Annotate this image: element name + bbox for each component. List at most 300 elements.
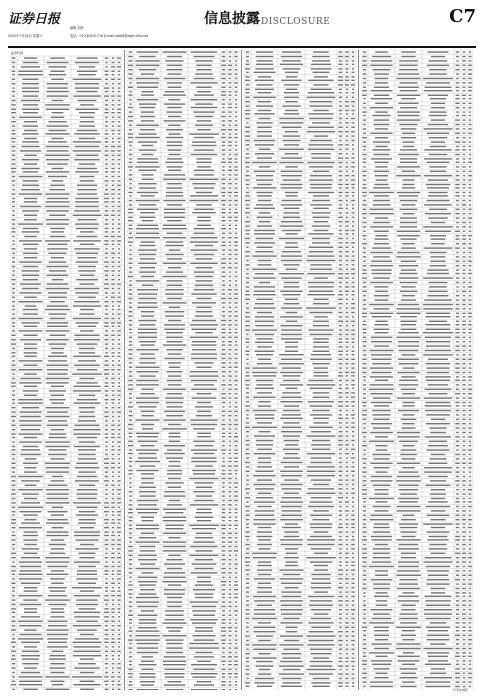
table-cell-text xyxy=(76,514,98,515)
table-cell-text xyxy=(104,365,109,366)
table-cell-text xyxy=(346,282,349,283)
table-cell-text xyxy=(462,618,465,619)
table-cell-text xyxy=(47,326,68,327)
table-cell-text xyxy=(128,276,133,277)
table-cell-text xyxy=(11,557,15,558)
table-cell-text xyxy=(74,531,100,532)
table-cell-text xyxy=(455,209,459,210)
table-cell-text xyxy=(426,506,450,507)
table-cell-text xyxy=(469,103,472,104)
table-cell-text xyxy=(45,599,70,600)
table-cell-text xyxy=(424,247,453,248)
table-cell-text xyxy=(463,627,466,628)
table-cell-text xyxy=(12,91,16,92)
table-cell-text xyxy=(12,275,15,276)
table-cell-text xyxy=(128,384,133,385)
table-cell-text xyxy=(463,489,465,490)
table-cell-text xyxy=(351,457,355,458)
table-cell-text xyxy=(111,583,115,584)
table-cell-text xyxy=(75,539,98,540)
table-cell-text xyxy=(372,273,392,274)
table-cell-text xyxy=(281,329,301,330)
table-cell-text xyxy=(104,467,108,468)
table-cell-text xyxy=(167,568,182,569)
table-cell-text xyxy=(401,519,416,520)
table-cell-text xyxy=(45,676,69,677)
table-cell-text xyxy=(284,493,299,494)
table-cell-text xyxy=(163,419,185,420)
table-cell-text xyxy=(372,316,392,317)
table-cell-text xyxy=(345,247,348,248)
table-cell-text xyxy=(111,130,114,131)
table-cell-text xyxy=(338,208,342,209)
table-cell-text xyxy=(112,266,115,267)
table-cell-text xyxy=(24,373,37,374)
table-cell-text xyxy=(78,420,96,421)
table-cell-text xyxy=(245,97,249,98)
table-cell-text xyxy=(370,107,393,108)
table-cell-text xyxy=(456,596,459,597)
table-cell-text xyxy=(402,243,414,244)
table-cell-text xyxy=(105,223,109,224)
table-cell-text xyxy=(339,605,343,606)
table-cell-text xyxy=(104,616,109,617)
table-cell-text xyxy=(462,480,466,481)
table-cell-text xyxy=(197,129,211,130)
table-cell-text xyxy=(222,520,225,521)
table-cell-text xyxy=(105,548,108,549)
table-cell-text xyxy=(129,465,132,466)
table-cell-text xyxy=(346,321,349,322)
table-cell-text xyxy=(105,390,109,391)
table-cell-text xyxy=(229,195,231,196)
table-cell-text xyxy=(118,223,121,224)
table-cell-text xyxy=(129,258,132,259)
table-cell-text xyxy=(363,231,365,232)
table-cell-text xyxy=(222,149,226,150)
table-cell-text xyxy=(425,664,451,665)
table-cell-text xyxy=(139,593,157,594)
table-cell-text xyxy=(283,264,299,265)
table-cell-text xyxy=(346,140,349,141)
table-cell-text xyxy=(166,652,183,653)
table-cell-text xyxy=(399,501,418,502)
table-cell-text xyxy=(369,622,394,623)
table-cell-text xyxy=(309,247,334,248)
table-cell-text xyxy=(105,185,107,186)
table-cell-text xyxy=(362,192,367,193)
table-cell-text xyxy=(234,137,238,138)
table-cell-text xyxy=(245,225,249,226)
table-cell-text xyxy=(397,397,420,398)
table-cell-text xyxy=(456,252,458,253)
table-cell-text xyxy=(118,493,121,494)
table-cell-text xyxy=(229,302,232,303)
table-cell-text xyxy=(363,397,366,398)
table-cell-text xyxy=(399,471,419,472)
table-cell-text xyxy=(21,231,39,232)
table-cell-text xyxy=(468,261,472,262)
table-cell-text xyxy=(229,125,231,126)
table-cell-text xyxy=(52,168,64,169)
table-cell-text xyxy=(259,166,271,167)
table-cell-text xyxy=(50,57,65,58)
table-cell-text xyxy=(285,101,297,102)
table-cell-text xyxy=(118,141,120,142)
table-cell-text xyxy=(245,230,250,231)
table-cell-text xyxy=(163,661,187,662)
table-cell-text xyxy=(285,444,298,445)
table-cell-text xyxy=(246,527,249,528)
table-cell-text xyxy=(105,62,107,63)
table-cell-text xyxy=(228,69,231,70)
table-cell-text xyxy=(456,570,460,571)
table-cell-text xyxy=(362,277,367,278)
table-cell-text xyxy=(286,388,298,389)
table-cell-text xyxy=(352,316,354,317)
table-cell-text xyxy=(229,487,231,488)
table-cell-text xyxy=(49,449,67,450)
table-cell-text xyxy=(401,128,417,129)
table-cell-text xyxy=(24,365,38,366)
table-cell-text xyxy=(222,217,225,218)
table-cell-text xyxy=(469,111,471,112)
table-cell-text xyxy=(12,257,14,258)
table-cell-text xyxy=(221,137,225,138)
table-cell-text xyxy=(455,501,459,502)
table-cell-text xyxy=(118,425,121,426)
table-cell-text xyxy=(221,525,226,526)
table-cell-text xyxy=(463,133,465,134)
table-cell-text xyxy=(118,399,120,400)
table-cell-text xyxy=(258,583,271,584)
table-cell-text xyxy=(456,238,460,239)
table-cell-text xyxy=(400,531,416,532)
table-cell-text xyxy=(12,360,15,361)
table-cell-text xyxy=(258,264,272,265)
table-cell-text xyxy=(135,137,160,138)
table-cell-text xyxy=(428,295,449,296)
table-cell-text xyxy=(469,256,472,257)
table-cell-text xyxy=(312,212,331,213)
table-cell-text xyxy=(22,185,39,186)
table-cell-text xyxy=(246,192,249,193)
table-cell-text xyxy=(370,480,392,481)
table-cell-text xyxy=(246,553,250,554)
table-cell-text xyxy=(228,375,232,376)
table-cell-text xyxy=(12,189,14,190)
table-cell-text xyxy=(398,600,419,601)
table-cell-text xyxy=(307,669,336,670)
table-cell-text xyxy=(351,427,355,428)
table-cell-text xyxy=(105,485,108,486)
table-cell-text xyxy=(229,362,231,363)
table-cell-text xyxy=(228,367,231,368)
table-cell-text xyxy=(228,183,231,184)
table-cell-text xyxy=(129,627,131,628)
table-cell-text xyxy=(257,422,272,423)
table-cell-text xyxy=(118,429,121,430)
table-cell-text xyxy=(235,329,237,330)
table-cell-text xyxy=(363,643,367,644)
table-cell-text xyxy=(469,686,471,687)
table-cell-text xyxy=(137,225,158,226)
table-cell-text xyxy=(48,642,67,643)
table-cell-text xyxy=(462,78,465,79)
table-cell-text xyxy=(469,609,472,610)
table-cell-text xyxy=(257,363,273,364)
table-cell-text xyxy=(424,561,453,562)
table-cell-text xyxy=(456,282,460,283)
table-cell-text xyxy=(167,220,182,221)
table-cell-text xyxy=(50,318,65,319)
table-cell-text xyxy=(397,111,420,112)
table-cell-text xyxy=(221,397,225,398)
table-cell-text xyxy=(135,568,159,569)
table-cell-text xyxy=(235,344,238,345)
table-cell-text xyxy=(235,533,238,534)
table-cell-text xyxy=(222,254,225,255)
table-cell-text xyxy=(112,646,114,647)
table-cell-text xyxy=(222,550,226,551)
table-cell-text xyxy=(73,651,100,652)
table-cell-text xyxy=(463,337,466,338)
table-cell-text xyxy=(111,378,115,379)
table-cell-text xyxy=(311,457,332,458)
table-cell-text xyxy=(371,539,391,540)
table-cell-text xyxy=(19,117,42,118)
table-cell-text xyxy=(222,470,225,471)
table-cell-text xyxy=(235,559,237,560)
table-cell-text xyxy=(192,606,217,607)
table-cell-text xyxy=(398,498,419,499)
table-cell-text xyxy=(228,111,231,112)
table-cell-text xyxy=(12,322,15,323)
table-cell-text xyxy=(24,138,36,139)
table-cell-text xyxy=(12,117,15,118)
table-cell-text xyxy=(117,309,120,310)
table-cell-text xyxy=(281,515,302,516)
table-cell-text xyxy=(78,100,97,101)
table-cell-text xyxy=(352,92,355,93)
table-cell-text xyxy=(141,533,154,534)
table-cell-text xyxy=(370,265,393,266)
table-cell-text xyxy=(351,321,355,322)
table-cell-text xyxy=(375,103,387,104)
table-cell-text xyxy=(456,548,460,549)
table-cell-text xyxy=(128,512,133,513)
table-cell-text xyxy=(255,273,274,274)
table-cell-text xyxy=(282,527,301,528)
table-cell-text xyxy=(11,121,16,122)
table-cell-text xyxy=(245,325,249,326)
table-cell-text xyxy=(166,689,183,690)
table-cell-text xyxy=(73,502,101,503)
table-cell-text xyxy=(463,65,466,66)
table-cell-text xyxy=(112,155,115,156)
table-cell-text xyxy=(104,215,108,216)
table-cell-text xyxy=(104,507,109,508)
table-cell-text xyxy=(463,414,466,415)
table-cell-text xyxy=(375,332,389,333)
table-cell-text xyxy=(105,574,109,575)
table-cell-text xyxy=(129,397,132,398)
table-cell-text xyxy=(468,359,472,360)
table-cell-text xyxy=(12,507,16,508)
table-cell-text xyxy=(346,179,348,180)
masthead xyxy=(8,6,476,46)
table-cell-text xyxy=(222,267,225,268)
table-cell-text xyxy=(229,380,231,381)
table-cell-text xyxy=(73,356,100,357)
table-cell-text xyxy=(352,338,355,339)
table-cell-text xyxy=(396,648,421,649)
table-cell-text xyxy=(136,528,159,529)
table-cell-text xyxy=(339,354,343,355)
table-cell-text xyxy=(129,149,131,150)
column-divider xyxy=(358,50,359,690)
table-cell-text xyxy=(19,176,43,177)
table-cell-text xyxy=(469,414,471,415)
table-cell-text xyxy=(117,544,121,545)
table-cell-text xyxy=(376,449,388,450)
table-cell-text xyxy=(135,639,160,640)
table-cell-text xyxy=(229,397,232,398)
table-cell-text xyxy=(222,533,225,534)
table-cell-text xyxy=(456,146,459,147)
table-cell-text xyxy=(463,354,466,355)
table-cell-text xyxy=(104,87,109,88)
table-cell-text xyxy=(139,187,156,188)
table-cell-text xyxy=(469,493,472,494)
table-cell-text xyxy=(338,299,343,300)
table-cell-text xyxy=(195,597,212,598)
table-cell-text xyxy=(51,539,64,540)
table-cell-text xyxy=(118,117,121,118)
table-cell-text xyxy=(166,341,182,342)
table-cell-text xyxy=(165,91,185,92)
table-cell-text xyxy=(397,656,419,657)
table-cell-text xyxy=(12,689,14,690)
table-cell-text xyxy=(50,655,66,656)
table-cell-text xyxy=(129,82,131,83)
table-cell-text xyxy=(463,73,466,74)
table-cell-text xyxy=(112,133,114,134)
table-cell-text xyxy=(245,440,249,441)
table-cell-text xyxy=(371,660,393,661)
table-cell-text xyxy=(229,220,231,221)
table-cell-text xyxy=(314,375,329,376)
table-cell-text xyxy=(363,423,366,424)
table-cell-text xyxy=(221,449,226,450)
table-cell-text xyxy=(246,208,250,209)
table-cell-text xyxy=(194,500,213,501)
table-cell-text xyxy=(339,122,342,123)
table-cell-text xyxy=(49,390,66,391)
table-cell-text xyxy=(281,334,302,335)
table-cell-text xyxy=(402,405,414,406)
table-cell-text xyxy=(456,410,460,411)
table-cell-text xyxy=(281,157,302,158)
table-cell-text xyxy=(363,149,365,150)
table-cell-text xyxy=(462,588,466,589)
table-cell-text xyxy=(195,285,213,286)
table-cell-text xyxy=(374,243,389,244)
table-cell-text xyxy=(351,131,355,132)
table-cell-text xyxy=(19,625,41,626)
table-cell-text xyxy=(375,137,388,138)
table-cell-text xyxy=(74,612,101,613)
table-cell-text xyxy=(234,362,237,363)
table-cell-text xyxy=(338,127,342,128)
table-cell-text xyxy=(128,470,132,471)
table-cell-text xyxy=(468,583,472,584)
table-cell-text xyxy=(78,270,95,271)
table-cell-text xyxy=(246,388,249,389)
table-cell-text xyxy=(47,163,68,164)
table-cell-text xyxy=(19,681,41,682)
table-cell-text xyxy=(255,471,273,472)
table-cell-text xyxy=(284,587,298,588)
table-cell-text xyxy=(228,349,231,350)
table-cell-text xyxy=(222,428,225,429)
table-cell-text xyxy=(105,539,109,540)
table-cell-text xyxy=(229,133,231,134)
table-cell-text xyxy=(284,640,299,641)
table-cell-text xyxy=(345,56,349,57)
table-cell-text xyxy=(162,228,187,229)
table-cell-text xyxy=(252,427,277,428)
table-cell-text xyxy=(105,352,108,353)
table-cell-text xyxy=(141,610,154,611)
table-cell-text xyxy=(117,150,120,151)
table-cell-text xyxy=(345,110,349,111)
table-cell-text xyxy=(12,330,15,331)
table-cell-text xyxy=(105,141,109,142)
table-cell-text xyxy=(11,642,16,643)
table-cell-text xyxy=(352,221,354,222)
table-cell-text xyxy=(194,453,215,454)
table-cell-text xyxy=(141,478,154,479)
table-cell-text xyxy=(426,324,451,325)
table-cell-text xyxy=(12,228,16,229)
table-cell-text xyxy=(190,195,218,196)
table-cell-text xyxy=(76,155,99,156)
table-cell-text xyxy=(310,661,333,662)
table-cell-text xyxy=(74,365,99,366)
table-cell-text xyxy=(129,233,132,234)
table-cell-text xyxy=(281,653,301,654)
table-cell-text xyxy=(228,572,231,573)
table-cell-text xyxy=(462,363,465,364)
table-cell-text xyxy=(463,69,466,70)
table-cell-text xyxy=(234,563,237,564)
table-cell-text xyxy=(167,56,182,57)
table-cell-text xyxy=(256,665,274,666)
table-cell-text xyxy=(280,184,302,185)
table-cell-text xyxy=(463,427,466,428)
table-cell-text xyxy=(222,415,225,416)
table-cell-text xyxy=(222,495,225,496)
table-cell-text xyxy=(136,402,159,403)
table-cell-text xyxy=(430,622,446,623)
table-cell-text xyxy=(104,411,108,412)
table-cell-text xyxy=(256,105,273,106)
table-cell-text xyxy=(129,103,131,104)
table-cell-text xyxy=(427,162,450,163)
table-cell-text xyxy=(469,222,471,223)
table-cell-text xyxy=(12,672,15,673)
